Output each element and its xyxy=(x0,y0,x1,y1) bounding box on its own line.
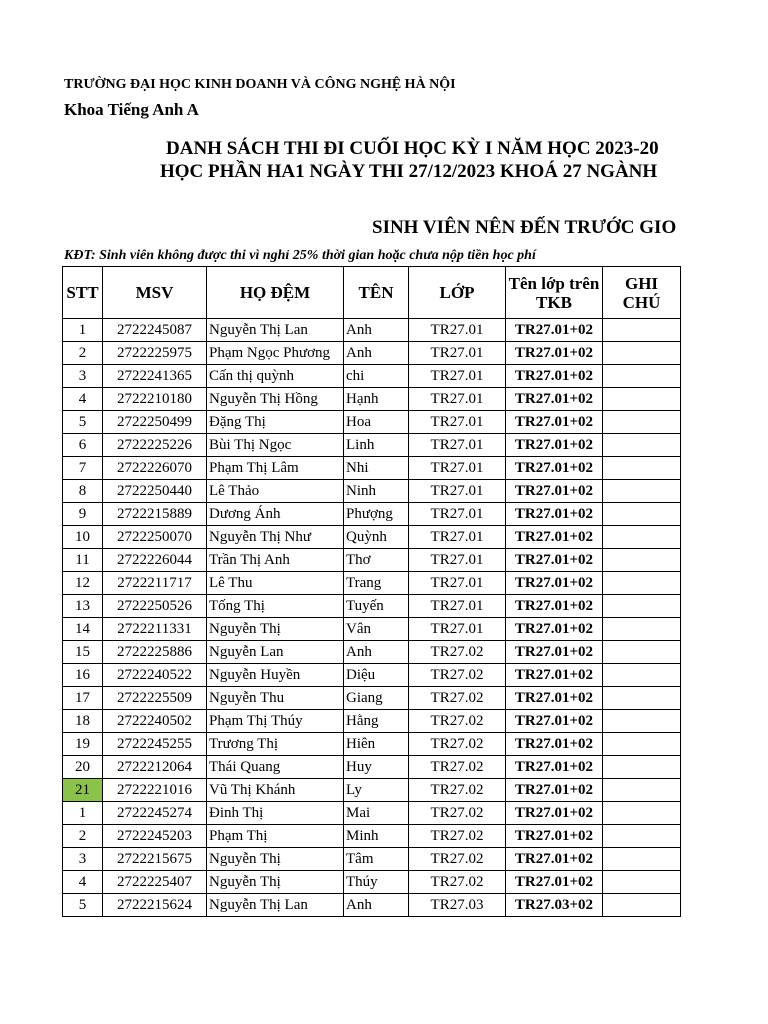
cell-msv: 2722245087 xyxy=(103,319,207,342)
cell-msv: 2722226070 xyxy=(103,457,207,480)
cell-ghi-chu xyxy=(603,434,681,457)
cell-stt: 13 xyxy=(63,595,103,618)
cell-stt: 5 xyxy=(63,894,103,917)
cell-ho-dem: Nguyễn Thị Hồng xyxy=(207,388,344,411)
cell-ten: Phượng xyxy=(344,503,409,526)
cell-ten: Hằng xyxy=(344,710,409,733)
cell-msv: 2722225886 xyxy=(103,641,207,664)
cell-ho-dem: Vũ Thị Khánh xyxy=(207,779,344,802)
cell-ho-dem: Nguyễn Thị Lan xyxy=(207,319,344,342)
cell-ten-lop-tkb: TR27.03+02 xyxy=(506,894,603,917)
cell-lop: TR27.01 xyxy=(409,434,506,457)
cell-stt: 10 xyxy=(63,526,103,549)
cell-ten: chi xyxy=(344,365,409,388)
cell-lop: TR27.01 xyxy=(409,595,506,618)
table-row xyxy=(63,871,681,894)
cell-ghi-chu xyxy=(603,480,681,503)
cell-msv: 2722225226 xyxy=(103,434,207,457)
cell-ten-lop-tkb: TR27.01+02 xyxy=(506,779,603,802)
cell-ten: Hiên xyxy=(344,733,409,756)
column-header-ho-dem: HỌ ĐỆM xyxy=(207,267,344,319)
cell-msv: 2722245203 xyxy=(103,825,207,848)
table-row xyxy=(63,779,681,802)
table-row xyxy=(63,549,681,572)
cell-ghi-chu xyxy=(603,411,681,434)
cell-lop: TR27.01 xyxy=(409,618,506,641)
cell-lop: TR27.01 xyxy=(409,503,506,526)
cell-ho-dem: Đinh Thị xyxy=(207,802,344,825)
cell-ho-dem: Nguyễn Thị Lan xyxy=(207,894,344,917)
column-header-lop: LỚP xyxy=(409,267,506,319)
cell-stt: 3 xyxy=(63,365,103,388)
cell-ten-lop-tkb: TR27.01+02 xyxy=(506,411,603,434)
cell-ghi-chu xyxy=(603,848,681,871)
cell-ho-dem: Phạm Thị Thúy xyxy=(207,710,344,733)
cell-ten-lop-tkb: TR27.01+02 xyxy=(506,825,603,848)
cell-ten-lop-tkb: TR27.01+02 xyxy=(506,503,603,526)
cell-msv: 2722215675 xyxy=(103,848,207,871)
cell-ghi-chu xyxy=(603,503,681,526)
table-row xyxy=(63,411,681,434)
table-row xyxy=(63,388,681,411)
cell-ten: Tâm xyxy=(344,848,409,871)
cell-lop: TR27.01 xyxy=(409,526,506,549)
cell-ten-lop-tkb: TR27.01+02 xyxy=(506,687,603,710)
cell-ho-dem: Tống Thị xyxy=(207,595,344,618)
cell-msv: 2722225509 xyxy=(103,687,207,710)
cell-msv: 2722210180 xyxy=(103,388,207,411)
cell-ho-dem: Nguyễn Thị xyxy=(207,871,344,894)
cell-ten-lop-tkb: TR27.01+02 xyxy=(506,549,603,572)
cell-ghi-chu xyxy=(603,871,681,894)
table-row xyxy=(63,710,681,733)
cell-msv: 2722250070 xyxy=(103,526,207,549)
cell-msv: 2722211331 xyxy=(103,618,207,641)
cell-stt: 6 xyxy=(63,434,103,457)
table-row xyxy=(63,319,681,342)
university-name: TRƯỜNG ĐẠI HỌC KINH DOANH VÀ CÔNG NGHỆ HÀ NỘI xyxy=(64,77,456,92)
cell-stt: 1 xyxy=(63,319,103,342)
table-row xyxy=(63,802,681,825)
cell-lop: TR27.01 xyxy=(409,480,506,503)
cell-ten: Trang xyxy=(344,572,409,595)
column-header-stt: STT xyxy=(63,267,103,319)
column-header-msv: MSV xyxy=(103,267,207,319)
cell-ten-lop-tkb: TR27.01+02 xyxy=(506,871,603,894)
table-row xyxy=(63,756,681,779)
cell-ghi-chu xyxy=(603,825,681,848)
arrival-notice: SINH VIÊN NÊN ĐẾN TRƯỚC GIO xyxy=(372,217,677,238)
cell-ghi-chu xyxy=(603,687,681,710)
cell-stt: 17 xyxy=(63,687,103,710)
cell-ho-dem: Bùi Thị Ngọc xyxy=(207,434,344,457)
table-row xyxy=(63,526,681,549)
cell-stt: 15 xyxy=(63,641,103,664)
cell-ghi-chu xyxy=(603,572,681,595)
cell-stt: 7 xyxy=(63,457,103,480)
table-row xyxy=(63,848,681,871)
cell-ten: Huy xyxy=(344,756,409,779)
table-body xyxy=(63,319,681,917)
cell-ho-dem: Dương Ánh xyxy=(207,503,344,526)
cell-lop: TR27.01 xyxy=(409,549,506,572)
table-row xyxy=(63,618,681,641)
column-header-ten: TÊN xyxy=(344,267,409,319)
cell-stt: 4 xyxy=(63,388,103,411)
cell-lop: TR27.02 xyxy=(409,664,506,687)
table-row xyxy=(63,641,681,664)
cell-ghi-chu xyxy=(603,802,681,825)
cell-msv: 2722245255 xyxy=(103,733,207,756)
cell-stt: 14 xyxy=(63,618,103,641)
table-row xyxy=(63,480,681,503)
cell-ten-lop-tkb: TR27.01+02 xyxy=(506,595,603,618)
eligibility-note: KĐT: Sinh viên không được thi vì nghỉ 25% thời gian hoặc chưa nộp tiền học phí xyxy=(64,248,536,263)
cell-ghi-chu xyxy=(603,779,681,802)
cell-msv: 2722245274 xyxy=(103,802,207,825)
cell-lop: TR27.03 xyxy=(409,894,506,917)
cell-ten: Mai xyxy=(344,802,409,825)
cell-ho-dem: Cấn thị quỳnh xyxy=(207,365,344,388)
table-header-row xyxy=(63,267,681,319)
table-row xyxy=(63,434,681,457)
table-row xyxy=(63,365,681,388)
cell-ten-lop-tkb: TR27.01+02 xyxy=(506,572,603,595)
cell-msv: 2722240522 xyxy=(103,664,207,687)
cell-ghi-chu xyxy=(603,618,681,641)
cell-ho-dem: Thái Quang xyxy=(207,756,344,779)
cell-ghi-chu xyxy=(603,549,681,572)
table-row xyxy=(63,733,681,756)
cell-ten-lop-tkb: TR27.01+02 xyxy=(506,848,603,871)
document-title-line1: DANH SÁCH THI ĐI CUỐI HỌC KỲ I NĂM HỌC 2023-20 xyxy=(166,138,659,159)
cell-msv: 2722221016 xyxy=(103,779,207,802)
cell-lop: TR27.01 xyxy=(409,457,506,480)
table-row xyxy=(63,342,681,365)
cell-msv: 2722226044 xyxy=(103,549,207,572)
cell-msv: 2722211717 xyxy=(103,572,207,595)
cell-lop: TR27.02 xyxy=(409,687,506,710)
cell-ghi-chu xyxy=(603,388,681,411)
cell-stt: 12 xyxy=(63,572,103,595)
table-row xyxy=(63,664,681,687)
cell-stt: 9 xyxy=(63,503,103,526)
cell-stt: 19 xyxy=(63,733,103,756)
cell-ho-dem: Phạm Ngọc Phương xyxy=(207,342,344,365)
cell-lop: TR27.02 xyxy=(409,733,506,756)
cell-ten-lop-tkb: TR27.01+02 xyxy=(506,457,603,480)
cell-ten-lop-tkb: TR27.01+02 xyxy=(506,756,603,779)
cell-ho-dem: Trần Thị Anh xyxy=(207,549,344,572)
cell-ghi-chu xyxy=(603,664,681,687)
cell-lop: TR27.02 xyxy=(409,641,506,664)
cell-stt: 3 xyxy=(63,848,103,871)
cell-ghi-chu xyxy=(603,641,681,664)
cell-ho-dem: Nguyễn Huyền xyxy=(207,664,344,687)
cell-stt: 2 xyxy=(63,342,103,365)
cell-stt: 2 xyxy=(63,825,103,848)
cell-stt: 11 xyxy=(63,549,103,572)
cell-ten: Anh xyxy=(344,342,409,365)
cell-lop: TR27.01 xyxy=(409,342,506,365)
table-row xyxy=(63,595,681,618)
cell-ghi-chu xyxy=(603,733,681,756)
cell-ho-dem: Đặng Thị xyxy=(207,411,344,434)
cell-msv: 2722250499 xyxy=(103,411,207,434)
cell-lop: TR27.02 xyxy=(409,710,506,733)
cell-lop: TR27.01 xyxy=(409,572,506,595)
cell-msv: 2722241365 xyxy=(103,365,207,388)
cell-ghi-chu xyxy=(603,319,681,342)
table-row xyxy=(63,457,681,480)
cell-ghi-chu xyxy=(603,710,681,733)
cell-ten-lop-tkb: TR27.01+02 xyxy=(506,802,603,825)
cell-ten: Anh xyxy=(344,894,409,917)
cell-ten-lop-tkb: TR27.01+02 xyxy=(506,526,603,549)
cell-ten: Giang xyxy=(344,687,409,710)
table-row xyxy=(63,503,681,526)
cell-ten: Hạnh xyxy=(344,388,409,411)
document-title-line2: HỌC PHẦN HA1 NGÀY THI 27/12/2023 KHOÁ 27 NGÀNH xyxy=(160,161,658,182)
column-header-ghi-chu: GHI CHÚ xyxy=(603,267,681,319)
cell-ten: Thúy xyxy=(344,871,409,894)
cell-ho-dem: Nguyễn Thu xyxy=(207,687,344,710)
cell-lop: TR27.02 xyxy=(409,848,506,871)
cell-lop: TR27.01 xyxy=(409,365,506,388)
cell-ten: Quỳnh xyxy=(344,526,409,549)
cell-ghi-chu xyxy=(603,756,681,779)
cell-ho-dem: Phạm Thị xyxy=(207,825,344,848)
cell-lop: TR27.02 xyxy=(409,871,506,894)
cell-ten: Anh xyxy=(344,641,409,664)
cell-ten: Minh xyxy=(344,825,409,848)
cell-stt: 20 xyxy=(63,756,103,779)
cell-stt: 5 xyxy=(63,411,103,434)
cell-ten: Thơ xyxy=(344,549,409,572)
cell-msv: 2722250440 xyxy=(103,480,207,503)
cell-ten-lop-tkb: TR27.01+02 xyxy=(506,342,603,365)
cell-ten: Anh xyxy=(344,319,409,342)
cell-ten-lop-tkb: TR27.01+02 xyxy=(506,365,603,388)
cell-msv: 2722225407 xyxy=(103,871,207,894)
cell-ghi-chu xyxy=(603,365,681,388)
cell-ten-lop-tkb: TR27.01+02 xyxy=(506,733,603,756)
table-row xyxy=(63,825,681,848)
table-row xyxy=(63,687,681,710)
cell-ho-dem: Nguyễn Lan xyxy=(207,641,344,664)
cell-stt: 16 xyxy=(63,664,103,687)
cell-lop: TR27.02 xyxy=(409,825,506,848)
cell-stt: 4 xyxy=(63,871,103,894)
cell-stt: 1 xyxy=(63,802,103,825)
cell-ho-dem: Trương Thị xyxy=(207,733,344,756)
cell-ten: Ly xyxy=(344,779,409,802)
cell-lop: TR27.02 xyxy=(409,756,506,779)
cell-msv: 2722212064 xyxy=(103,756,207,779)
cell-ten-lop-tkb: TR27.01+02 xyxy=(506,618,603,641)
cell-ten-lop-tkb: TR27.01+02 xyxy=(506,388,603,411)
cell-msv: 2722225975 xyxy=(103,342,207,365)
cell-ho-dem: Lê Thu xyxy=(207,572,344,595)
cell-lop: TR27.02 xyxy=(409,802,506,825)
cell-ho-dem: Lê Thảo xyxy=(207,480,344,503)
cell-msv: 2722215889 xyxy=(103,503,207,526)
cell-ten: Vân xyxy=(344,618,409,641)
cell-ten-lop-tkb: TR27.01+02 xyxy=(506,664,603,687)
cell-ten: Hoa xyxy=(344,411,409,434)
cell-ghi-chu xyxy=(603,342,681,365)
cell-stt: 8 xyxy=(63,480,103,503)
cell-ten: Nhi xyxy=(344,457,409,480)
cell-ghi-chu xyxy=(603,595,681,618)
faculty-name: Khoa Tiếng Anh A xyxy=(64,100,199,119)
cell-lop: TR27.01 xyxy=(409,411,506,434)
cell-lop: TR27.01 xyxy=(409,319,506,342)
cell-ten-lop-tkb: TR27.01+02 xyxy=(506,641,603,664)
cell-ten-lop-tkb: TR27.01+02 xyxy=(506,710,603,733)
student-roster-table xyxy=(62,266,681,917)
cell-ghi-chu xyxy=(603,894,681,917)
cell-ho-dem: Phạm Thị Lâm xyxy=(207,457,344,480)
cell-stt: 18 xyxy=(63,710,103,733)
column-header-ten-lop-tkb: Tên lớp trên TKB xyxy=(506,267,603,319)
cell-ten-lop-tkb: TR27.01+02 xyxy=(506,319,603,342)
cell-ghi-chu xyxy=(603,457,681,480)
table-row xyxy=(63,894,681,917)
cell-ghi-chu xyxy=(603,526,681,549)
cell-ten: Linh xyxy=(344,434,409,457)
cell-ho-dem: Nguyễn Thị xyxy=(207,618,344,641)
table-row xyxy=(63,572,681,595)
cell-ten: Diệu xyxy=(344,664,409,687)
cell-ho-dem: Nguyễn Thị Như xyxy=(207,526,344,549)
cell-ten: Tuyến xyxy=(344,595,409,618)
cell-lop: TR27.02 xyxy=(409,779,506,802)
cell-stt: 21 xyxy=(63,779,103,802)
cell-lop: TR27.01 xyxy=(409,388,506,411)
cell-ten: Ninh xyxy=(344,480,409,503)
cell-ten-lop-tkb: TR27.01+02 xyxy=(506,434,603,457)
cell-msv: 2722215624 xyxy=(103,894,207,917)
cell-msv: 2722250526 xyxy=(103,595,207,618)
cell-ho-dem: Nguyễn Thị xyxy=(207,848,344,871)
cell-ten-lop-tkb: TR27.01+02 xyxy=(506,480,603,503)
cell-msv: 2722240502 xyxy=(103,710,207,733)
